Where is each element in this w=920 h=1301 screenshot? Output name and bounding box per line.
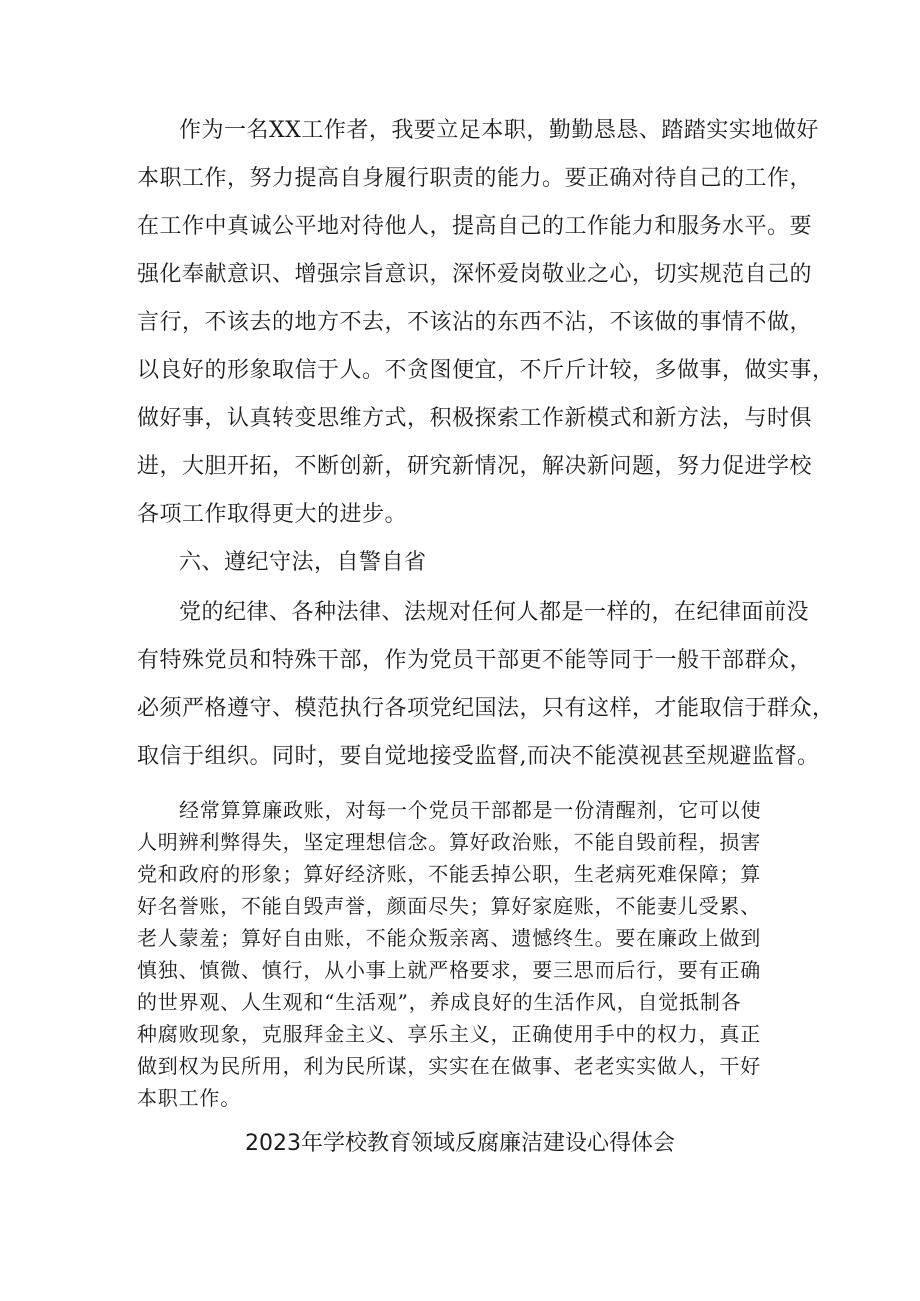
paragraph-line: 好名誉账，不能自毁声誉，颜面尽失；算好家庭账，不能妻儿受累、	[137, 894, 761, 918]
paragraph-line: 慎独、慎微、慎行，从小事上就严格要求，要三思而后行，要有正确	[137, 958, 761, 982]
section-heading: 六、遵纪守法，自警自省	[179, 550, 427, 575]
paragraph-line: 有特殊党员和特殊干部，作为党员干部更不能等同于一般干部群众，	[137, 648, 813, 673]
paragraph-line: 言行，不该去的地方不去，不该沾的东西不沾，不该做的事情不做，	[137, 310, 813, 335]
paragraph-line: 做好事，认真转变思维方式，积极探索工作新模式和新方法，与时俱	[137, 406, 813, 431]
paragraph-line: 做到权为民所用，利为民所谋，实实在在做事、老老实实做人，干好	[137, 1054, 761, 1078]
paragraph-line: 经常算算廉政账，对每一个党员干部都是一份清醒剂，它可以使	[179, 798, 762, 822]
paragraph-line: 进，大胆开拓，不断创新，研究新情况，解决新问题，努力促进学校	[137, 454, 813, 479]
paragraph-line: 以良好的形象取信于人。不贪图便宜，不斤斤计较，多做事，做实事，	[137, 358, 835, 383]
paragraph-line: 必须严格遵守、模范执行各项党纪国法，只有这样，才能取信于群众，	[137, 696, 835, 721]
paragraph-line: 种腐败现象，克服拜金主义、享乐主义，正确使用手中的权力，真正	[137, 1022, 761, 1046]
paragraph-line: 人明辨利弊得失，坚定理想信念。算好政治账，不能自毁前程，损害	[137, 830, 761, 854]
document-title: 2023年学校教育领域反腐廉洁建设心得体会	[245, 1131, 675, 1156]
paragraph-line: 党的纪律、各种法律、法规对任何人都是一样的，在纪律面前没	[179, 600, 810, 625]
paragraph-line: 取信于组织。同时，要自觉地接受监督,而决不能漠视甚至规避监督。	[137, 744, 820, 769]
paragraph-line: 本职工作。	[137, 1086, 241, 1110]
paragraph-line: 各项工作取得更大的进步。	[137, 502, 408, 527]
paragraph-line: 本职工作，努力提高自身履行职责的能力。要正确对待自己的工作，	[137, 166, 813, 191]
paragraph-line: 党和政府的形象；算好经济账，不能丢掉公职，生老病死难保障；算	[137, 862, 761, 886]
paragraph-line: 作为一名XX工作者，我要立足本职，勤勤恳恳、踏踏实实地做好	[179, 118, 819, 143]
paragraph-line: 在工作中真诚公平地对待他人，提高自己的工作能力和服务水平。要	[137, 214, 813, 239]
paragraph-line: 强化奉献意识、增强宗旨意识，深怀爱岗敬业之心，切实规范自己的	[137, 262, 813, 287]
paragraph-line: 的世界观、人生观和“生活观”，养成良好的生活作风，自觉抵制各	[137, 990, 742, 1014]
paragraph-line: 老人蒙羞；算好自由账，不能众叛亲离、遗憾终生。要在廉政上做到	[137, 926, 761, 950]
